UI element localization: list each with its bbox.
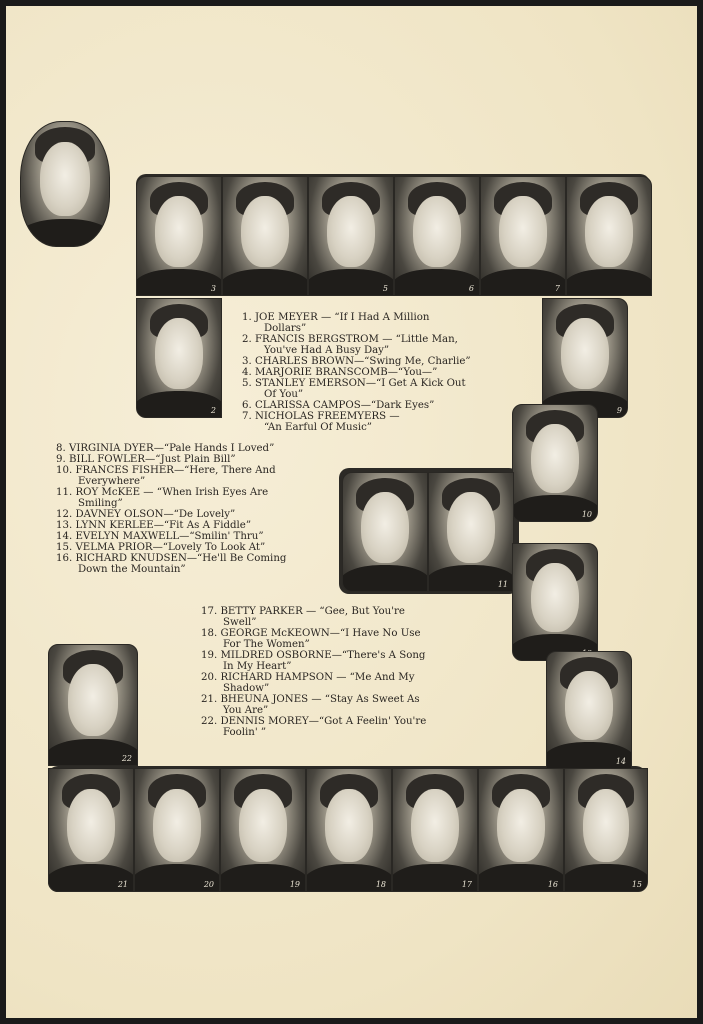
portrait-1 (20, 121, 110, 247)
portrait-11 (428, 472, 514, 592)
portrait-3 (136, 176, 222, 296)
name-entry: 20. RICHARD HAMPSON — “Me And My (201, 672, 415, 683)
name-entry: 6. CLARISSA CAMPOS—“Dark Eyes” (242, 400, 435, 411)
name-entry-continued: Everywhere” (78, 476, 146, 487)
portrait-21 (48, 768, 134, 892)
portrait-6 (394, 176, 480, 296)
name-entry: 8. VIRGINIA DYER—“Pale Hands I Loved” (56, 443, 275, 454)
portrait-17 (392, 768, 478, 892)
portrait-20 (134, 768, 220, 892)
portrait-number: 11 (497, 580, 508, 589)
portrait-number: 22 (121, 754, 132, 763)
name-entry: 11. ROY McKEE — “When Irish Eyes Are (56, 487, 269, 498)
name-entry: 4. MARJORIE BRANSCOMB—“You—” (242, 367, 438, 378)
name-entry: 10. FRANCES FISHER—“Here, There And (56, 465, 276, 476)
portrait-number: 7 (554, 284, 560, 293)
name-entry-continued: You've Had A Busy Day” (264, 345, 390, 356)
portrait-10 (512, 404, 598, 522)
portrait-number: 9 (616, 406, 622, 415)
name-entry-continued: You Are” (223, 705, 269, 716)
portrait-12 (342, 472, 428, 592)
name-entry: 9. BILL FOWLER—“Just Plain Bill” (56, 454, 236, 465)
name-entry: 13. LYNN KERLEE—“Fit As A Fiddle” (56, 520, 252, 531)
portrait-5 (308, 176, 394, 296)
portrait-number: 10 (581, 510, 592, 519)
portrait-number: 5 (382, 284, 388, 293)
name-list-1 (242, 312, 471, 433)
portrait-13 (512, 543, 598, 661)
name-entry: 17. BETTY PARKER — “Gee, But You're (201, 606, 405, 617)
name-entry: 18. GEORGE McKEOWN—“I Have No Use (201, 628, 421, 639)
portrait-number: 3 (210, 284, 216, 293)
name-entry: 19. MILDRED OSBORNE—“There's A Song (201, 650, 426, 661)
name-entry: 21. BHEUNA JONES — “Stay As Sweet As (201, 694, 420, 705)
name-entry-continued: Of You” (264, 389, 304, 400)
portrait-number: 19 (289, 880, 300, 889)
portrait-22 (48, 644, 138, 766)
name-entry-continued: Dollars” (264, 323, 307, 334)
name-entry: 5. STANLEY EMERSON—“I Get A Kick Out (242, 378, 466, 389)
name-entry-continued: For The Women” (223, 639, 310, 650)
portrait-8 (566, 176, 652, 296)
portrait-2 (136, 298, 222, 418)
name-entry: 16. RICHARD KNUDSEN—“He'll Be Coming (56, 553, 287, 564)
portrait-4 (222, 176, 308, 296)
name-entry: 15. VELMA PRIOR—“Lovely To Look At” (56, 542, 266, 553)
portrait-7 (480, 176, 566, 296)
name-entry: 22. DENNIS MOREY—“Got A Feelin' You're (201, 716, 427, 727)
name-list-2 (56, 443, 286, 575)
name-list-3 (201, 606, 426, 738)
portrait-number: 6 (468, 284, 474, 293)
portrait-14 (546, 651, 632, 769)
portrait-18 (306, 768, 392, 892)
portrait-number: 17 (461, 880, 472, 889)
name-entry-continued: Smiling” (78, 498, 123, 509)
portrait-number: 14 (615, 757, 626, 766)
name-entry: 3. CHARLES BROWN—“Swing Me, Charlie” (242, 356, 471, 367)
name-entry-continued: Shadow” (223, 683, 270, 694)
portrait-15 (564, 768, 648, 892)
name-entry-continued: “An Earful Of Music” (264, 422, 373, 433)
portrait-number: 16 (547, 880, 558, 889)
name-entry: 14. EVELYN MAXWELL—“Smilin' Thru” (56, 531, 264, 542)
portrait-number: 18 (375, 880, 386, 889)
portrait-number: 20 (203, 880, 214, 889)
portrait-19 (220, 768, 306, 892)
portrait-number: 2 (210, 406, 216, 415)
name-entry: 7. NICHOLAS FREEMYERS — (242, 411, 400, 422)
name-entry: 2. FRANCIS BERGSTROM — “Little Man, (242, 334, 458, 345)
name-entry: 12. DAVNEY OLSON—“De Lovely” (56, 509, 236, 520)
name-entry-continued: Down the Mountain” (78, 564, 186, 575)
name-entry: 1. JOE MEYER — “If I Had A Million (242, 312, 430, 323)
name-entry-continued: In My Heart” (223, 661, 292, 672)
portrait-9 (542, 298, 628, 418)
portrait-number: 21 (117, 880, 128, 889)
yearbook-page (6, 6, 697, 1018)
portrait-16 (478, 768, 564, 892)
name-entry-continued: Swell” (223, 617, 257, 628)
portrait-number: 15 (631, 880, 642, 889)
name-entry-continued: Foolin' ” (223, 727, 267, 738)
